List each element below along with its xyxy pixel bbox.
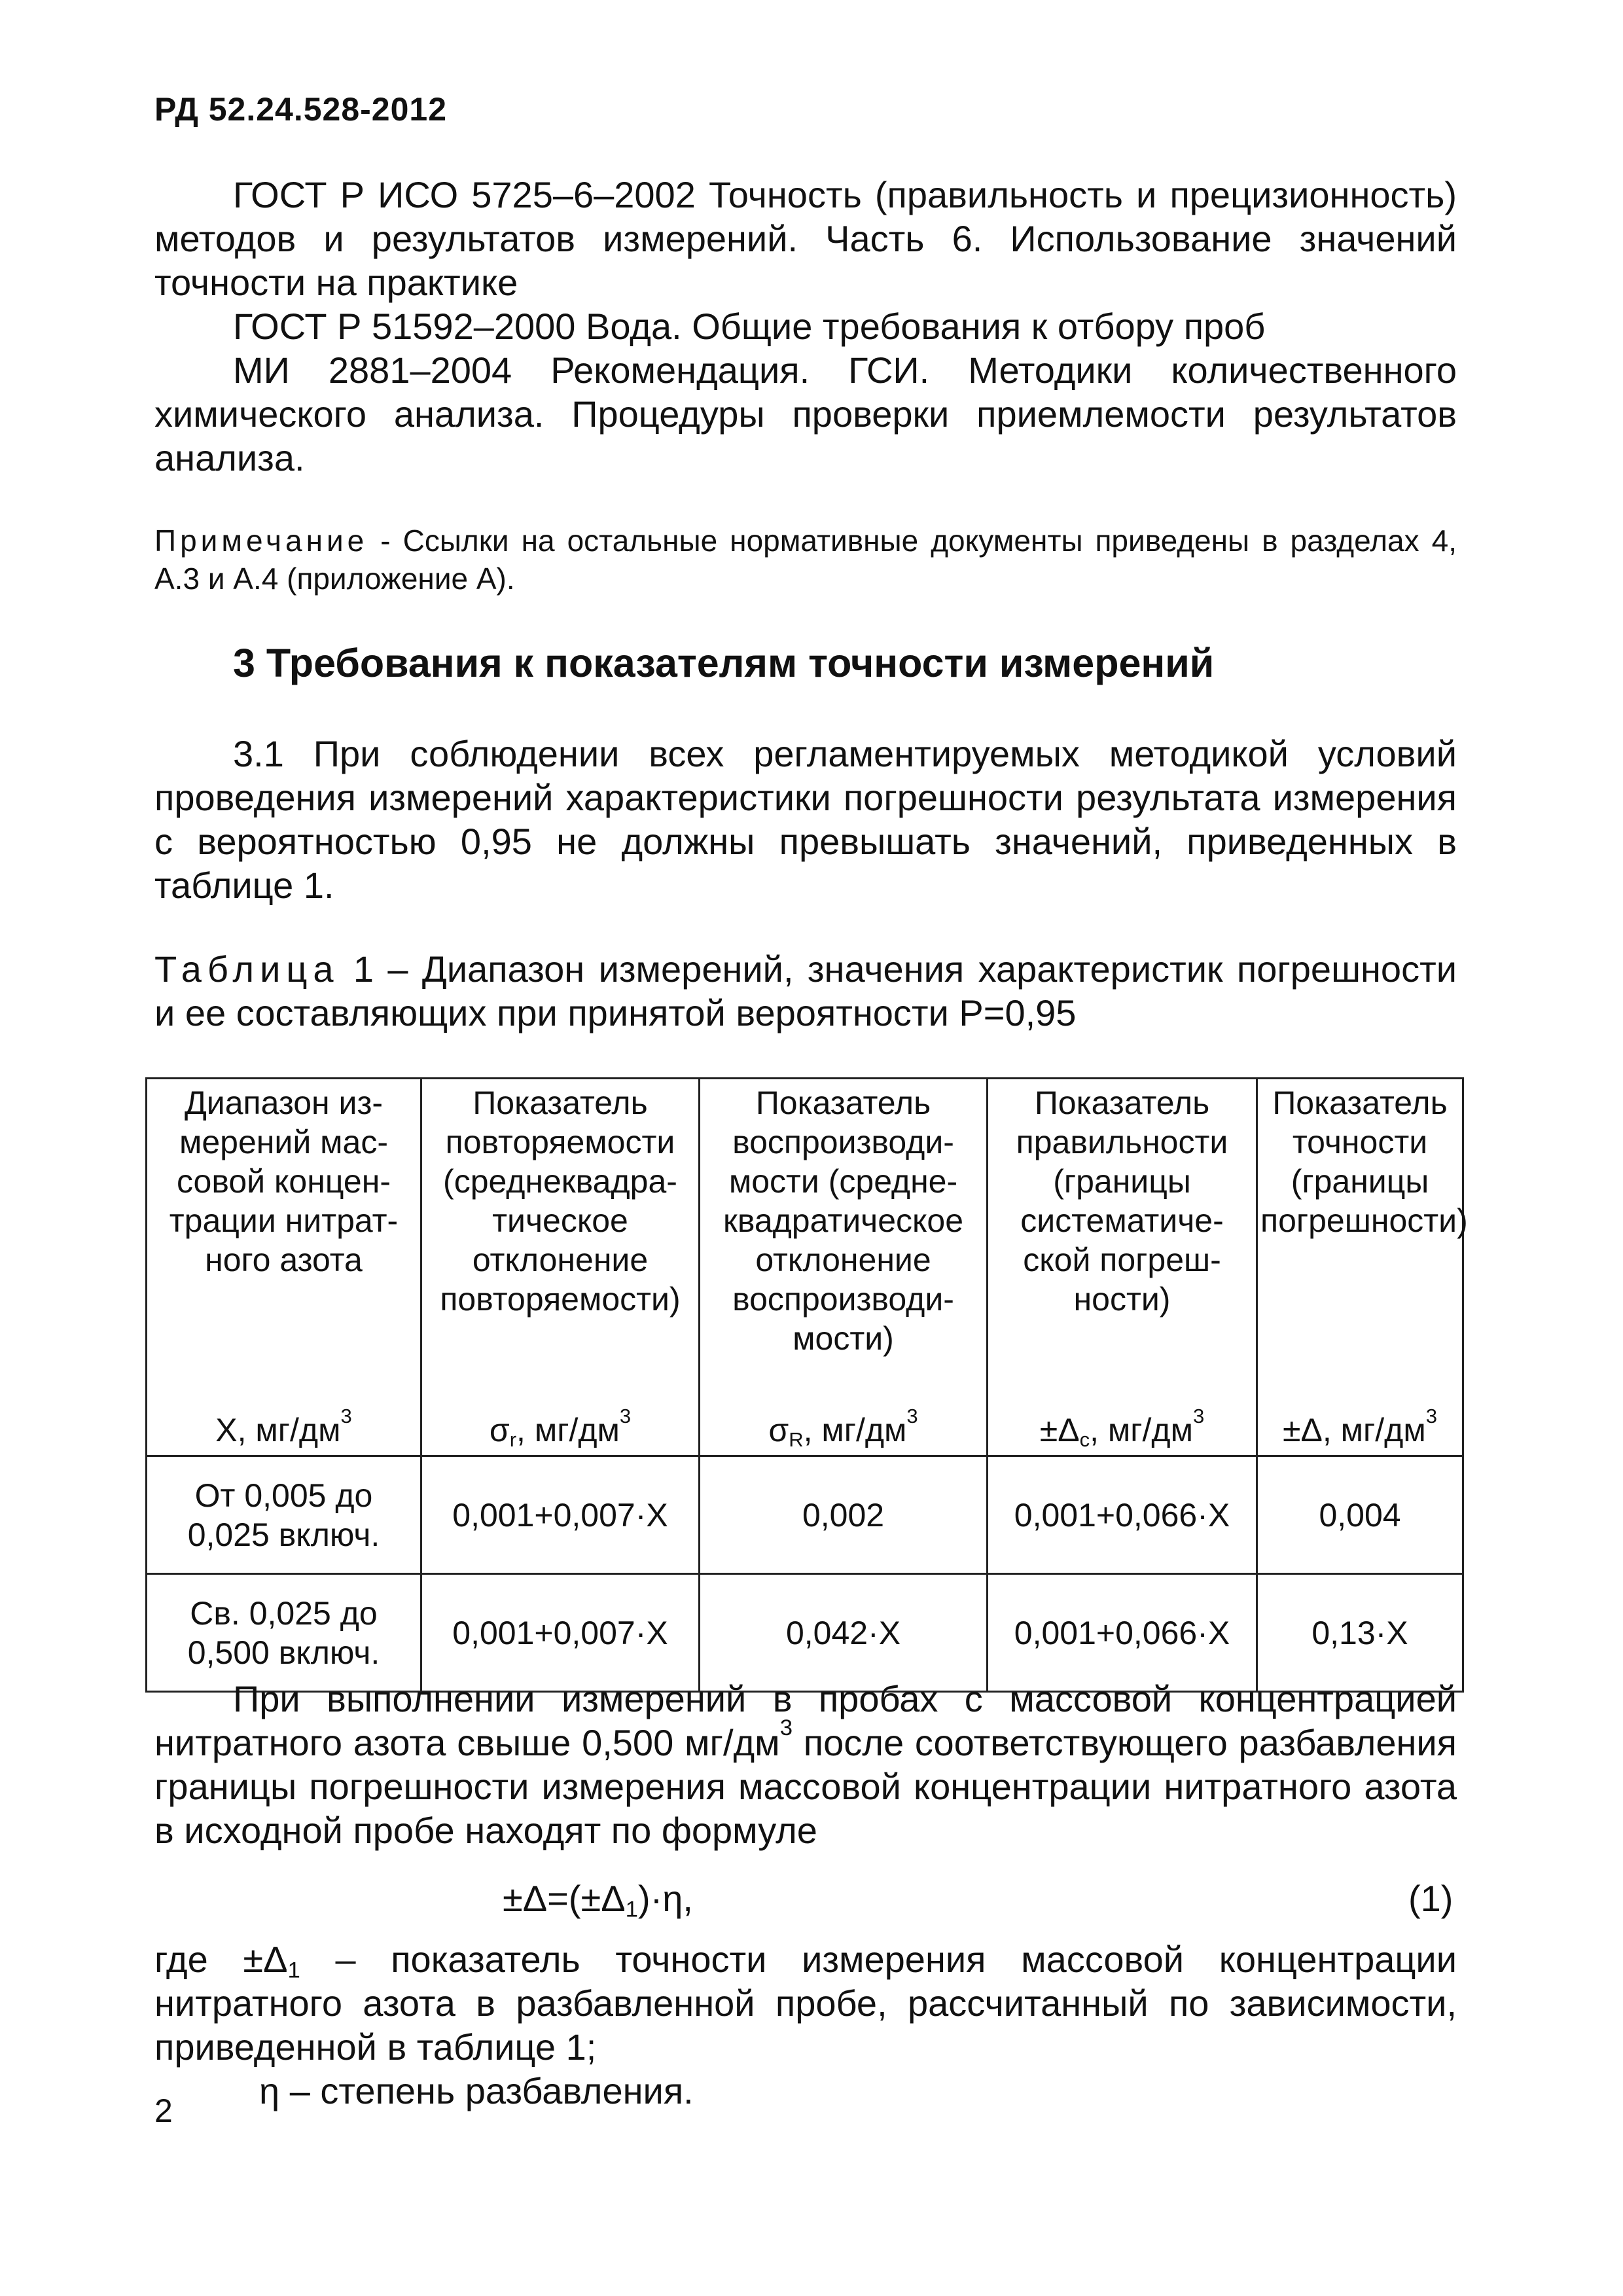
table-row: [147, 1456, 1463, 1574]
cell-correctness: 0,001+0,066·Х: [988, 1574, 1257, 1692]
formula: $\pm\Delta=(\pm\Delta_1)\cdot\eta$,: [503, 1878, 693, 1922]
eta-definition: η – степень разбавления.: [259, 2070, 694, 2111]
cell-repeatability: 0,001+0,007·Х: [421, 1456, 700, 1574]
cell-accuracy: 0,13·Х: [1257, 1574, 1463, 1692]
formula-number: (1): [1408, 1878, 1454, 1919]
cell-reproducibility: 0,042·Х: [700, 1574, 988, 1692]
header-unit: $\sigma_r$, $мг/дм^3$: [489, 1405, 632, 1451]
header-unit: $\pm\Delta_c$, $мг/дм^3$: [1039, 1405, 1205, 1451]
cell-range: От 0,005 до 0,025 включ.: [147, 1456, 421, 1574]
note-label: Примечание: [154, 524, 368, 558]
header-repeatability: [421, 1079, 700, 1456]
header-text: Диапазон из-мерений мас-совой концен-трации нитрат-ного азота: [169, 1085, 399, 1278]
table-caption: [154, 947, 1457, 1035]
header-accuracy: [1257, 1079, 1468, 1456]
header-range: [147, 1079, 421, 1456]
cell-reproducibility: 0,002: [700, 1456, 988, 1574]
cell-accuracy: 0,004: [1257, 1456, 1463, 1574]
header-unit: $\sigma_R$, $мг/дм^3$: [768, 1405, 918, 1451]
where-paragraph: где $\pm\Delta_1$ – показатель точности измерения массовой концентрации нитратного азота в разбавленной пробе, рассчитанный по зависимости, приведенной в таблице 1;: [154, 1939, 1457, 2068]
accuracy-table: [145, 1077, 1468, 1693]
document-code: РД 52.24.528-2012: [154, 91, 448, 128]
page-number: 2: [154, 2092, 173, 2129]
header-text: Показатель точности (границы погрешности): [1260, 1085, 1468, 1239]
header-reproducibility: [700, 1079, 988, 1456]
cell-range: Св. 0,025 до 0,500 включ.: [147, 1574, 421, 1692]
header-text: Показатель правильности (границы систематиче-ской погреш-ности): [1016, 1085, 1228, 1318]
note: [154, 522, 1457, 598]
reference-gost-51592: ГОСТ Р 51592–2000 Вода. Общие требования к отбору проб: [233, 306, 1266, 347]
section-title: 3 Требования к показателям точности измерений: [233, 641, 1215, 685]
section-paragraph: 3.1 При соблюдении всех регламентируемых методикой условий проведения измерений характеристики погрешности результата измерения с вероятностью 0,95 не должны превышать значений, приведенных в таблице 1.: [154, 733, 1457, 906]
header-text: Показатель повторяемости (среднеквадра-тическое отклонение повторяемости): [440, 1085, 681, 1318]
cell-repeatability: 0,001+0,007·Х: [421, 1574, 700, 1692]
table-row: [147, 1574, 1463, 1692]
cell-correctness: 0,001+0,066·Х: [988, 1456, 1257, 1574]
header-text: Показатель воспроизводи-мости (средне-квадратическое отклонение воспроизводи-мости): [722, 1085, 964, 1357]
reference-iso-5725: ГОСТ Р ИСО 5725–6–2002 Точность (правильность и прецизионность) методов и результатов измерений. Часть 6. Использование значений точности на практике: [154, 174, 1457, 303]
header-correctness: [988, 1079, 1257, 1456]
reference-mi-2881: МИ 2881–2004 Рекомендация. ГСИ. Методики количественного химического анализа. Процедуры проверки приемлемости результатов анализа.: [154, 350, 1457, 478]
header-unit: Х, $мг/дм^3$: [215, 1405, 352, 1448]
table-caption-label: Таблица: [154, 948, 340, 990]
dilution-paragraph: При выполнении измерений в пробах с массовой концентрацией нитратного азота свыше 0,500 $мг/дм^3$ после соответствующего разбавления границы погрешности измерения массовой концентрации нитратного азота в исходной пробе находят по формуле: [154, 1678, 1457, 1851]
header-unit: ±Δ, $мг/дм^3$: [1283, 1405, 1437, 1448]
note-text: - Ссылки на остальные нормативные документы приведены в разделах 4, А.3 и А.4 (приложение А).: [154, 524, 1457, 596]
table-header-row: [147, 1079, 1463, 1456]
table-caption-text: 1 – Диапазон измерений, значения характеристик погрешности и ее составляющих при принятой вероятности Р=0,95: [154, 948, 1457, 1033]
